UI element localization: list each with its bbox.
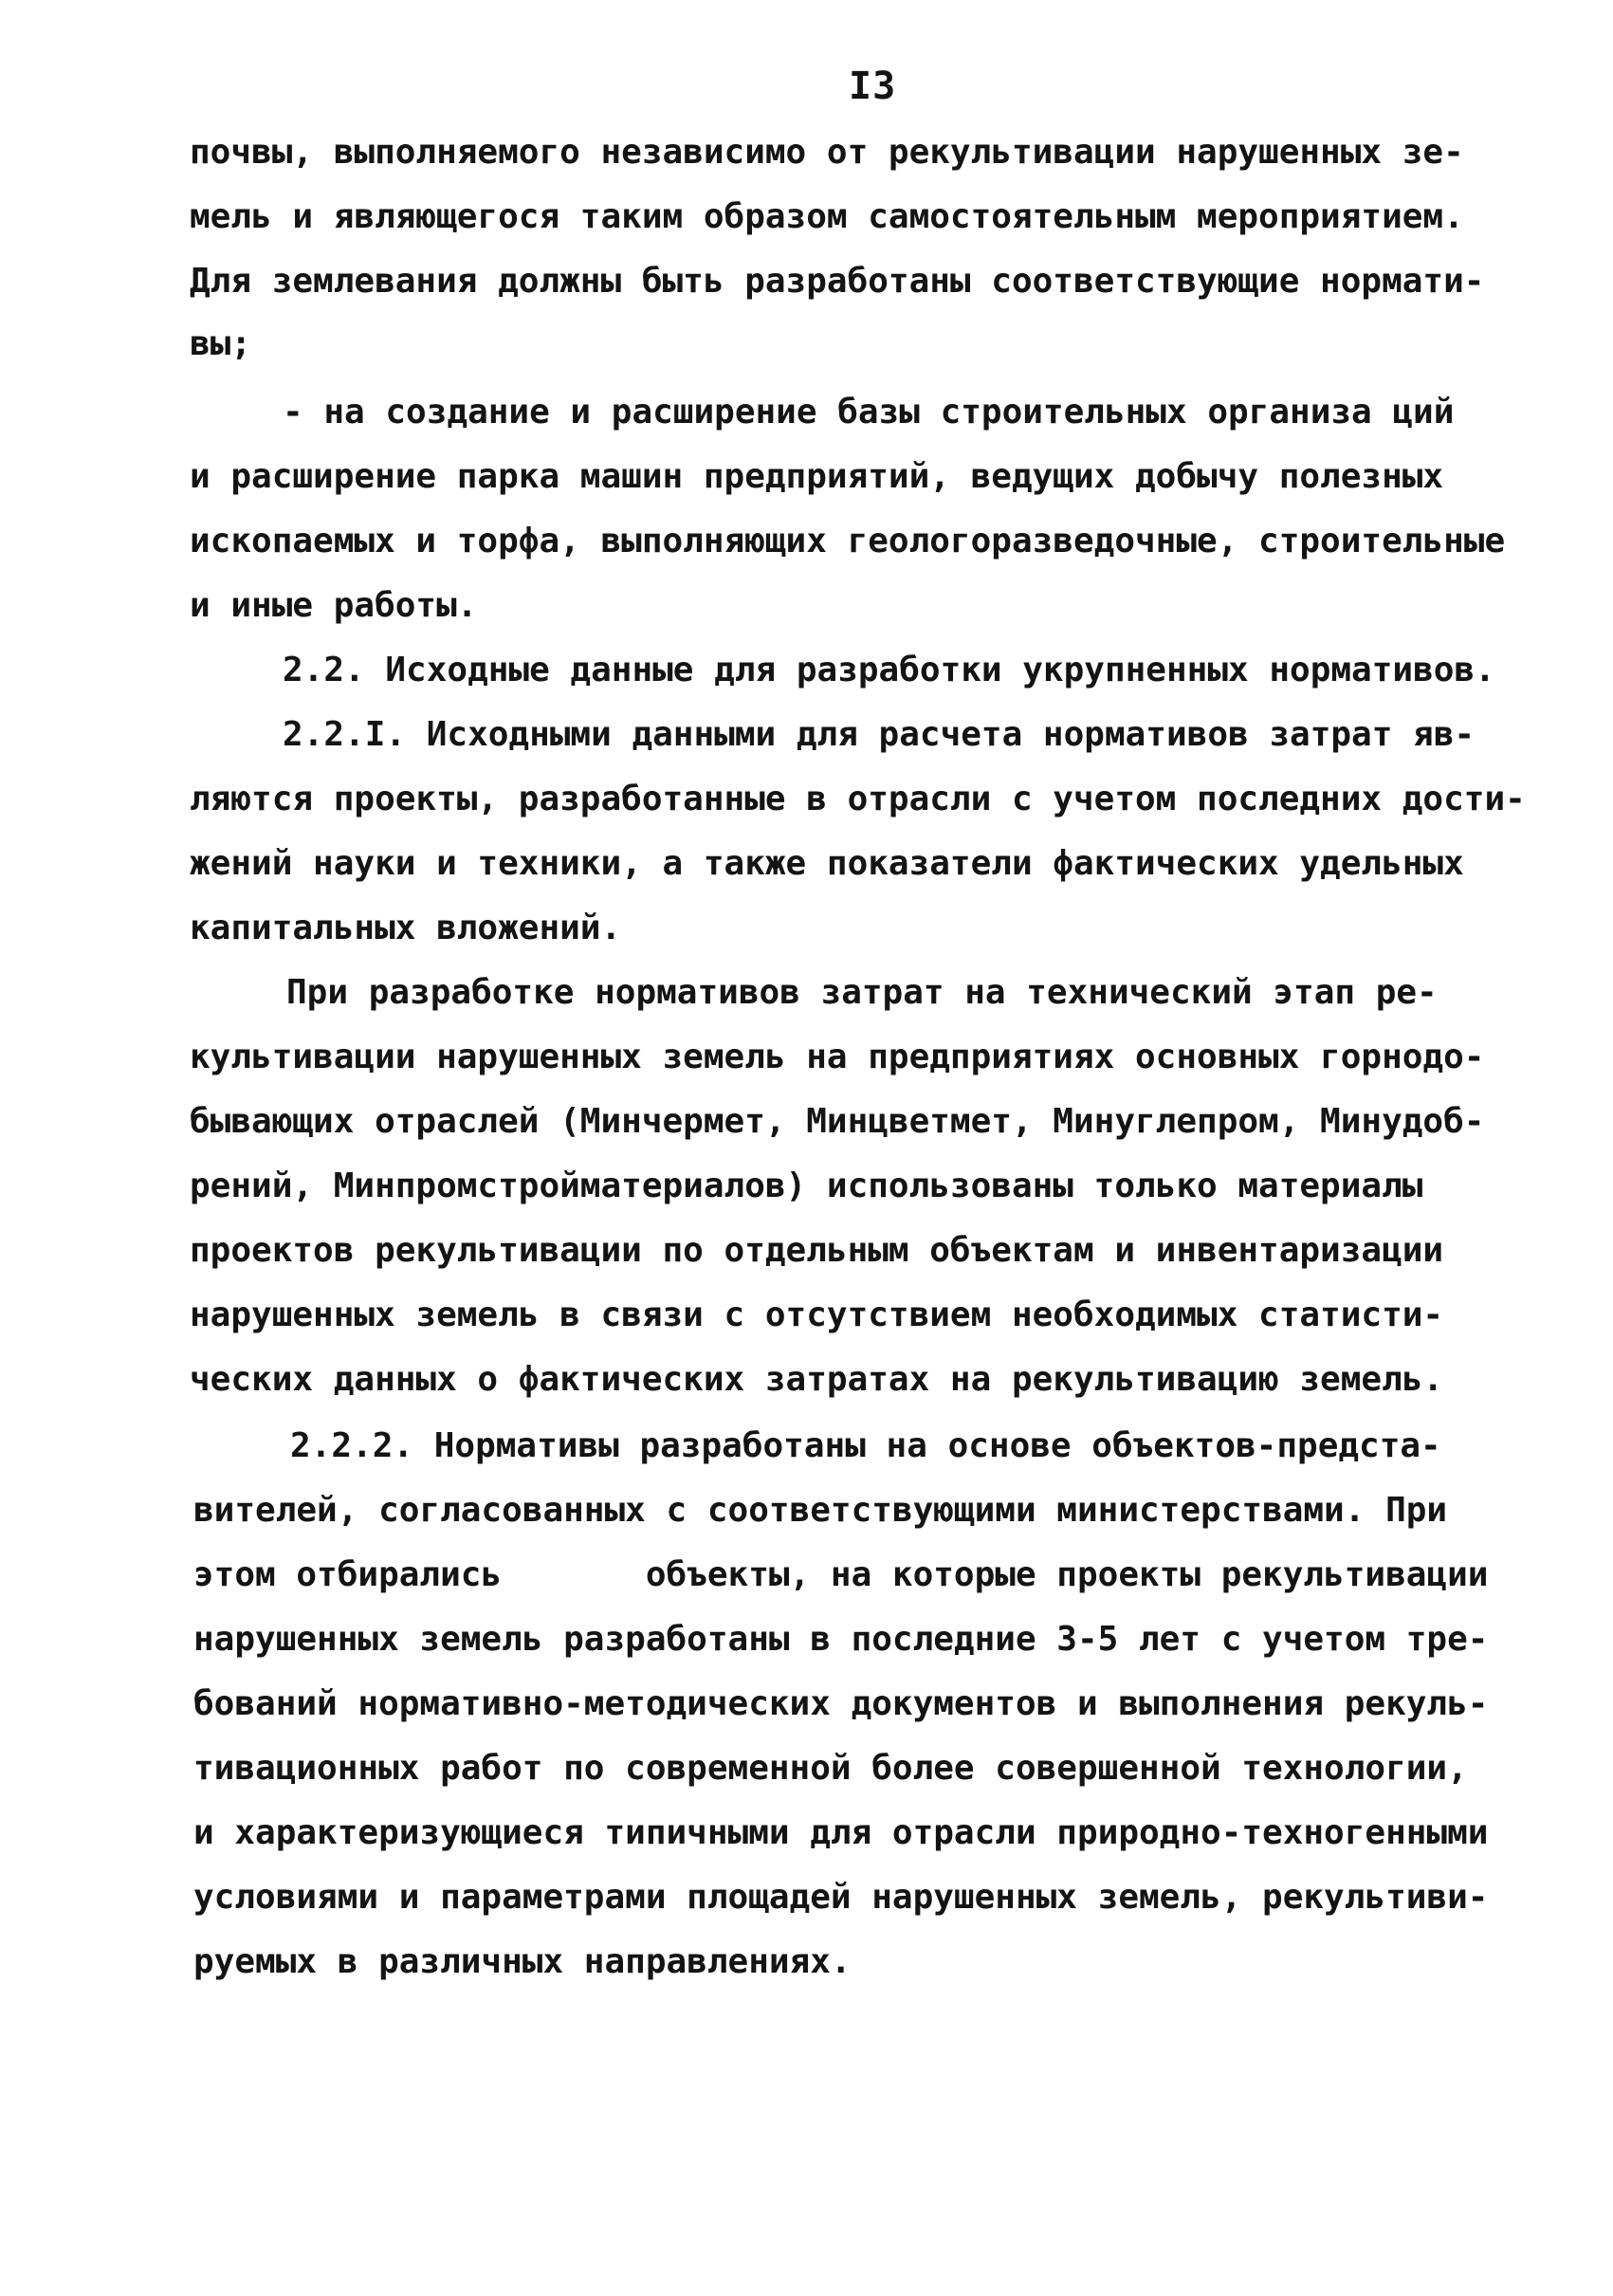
text-line: ископаемых и торфа, выполняющих геологоразведочные, строительные — [190, 522, 1506, 560]
text-line: тивационных работ по современной более совершенной технологии, — [193, 1749, 1468, 1788]
text-line: бований нормативно-методических документов и выполнения рекуль- — [193, 1684, 1489, 1723]
text-line: Для землевания должны быть разработаны соответствующие нормати- — [190, 262, 1485, 301]
text-line: - на создание и расширение базы строительных организа ций — [283, 393, 1455, 432]
text-line: бывающих отраслей (Минчермет, Минцветмет, Минуглепром, Минудоб- — [190, 1102, 1485, 1141]
text-line: При разработке нормативов затрат на технический этап ре- — [286, 973, 1438, 1012]
section-heading: 2.2. Исходные данные для разработки укрупненных нормативов. — [283, 651, 1495, 689]
text-line: рений, Минпромстройматериалов) использованы только материалы — [190, 1166, 1423, 1205]
text-line: руемых в различных направлениях. — [193, 1942, 852, 1981]
text-line: и расширение парка машин предприятий, ведущих добычу полезных — [190, 457, 1444, 496]
text-line: вы; — [190, 324, 252, 363]
text-line: 2.2.2. Нормативы разработаны на основе объектов-предста- — [290, 1426, 1441, 1465]
text-line: и иные работы. — [190, 586, 478, 625]
text-line: жений науки и техники, а также показатели фактических удельных — [190, 844, 1464, 883]
text-line: нарушенных земель в связи с отсутствием необходимых статисти- — [190, 1295, 1444, 1334]
text-line: нарушенных земель разработаны в последние 3-5 лет с учетом тре- — [193, 1620, 1489, 1659]
text-line: ческих данных о фактических затратах на рекультивацию земель. — [190, 1360, 1444, 1399]
text-line: почвы, выполняемого независимо от рекультивации нарушенных зе- — [190, 133, 1464, 172]
text-line: и характеризующиеся типичными для отрасли природно-техногенными — [193, 1813, 1489, 1852]
text-line: этом отбирались объекты, на которые проекты рекультивации — [193, 1555, 1489, 1594]
text-line: капитальных вложений. — [190, 909, 622, 947]
text-line: 2.2.I. Исходными данными для расчета нормативов затрат яв- — [283, 715, 1476, 754]
text-line: вителей, согласованных с соответствующими министерствами. При — [193, 1491, 1448, 1530]
text-line: ляются проекты, разработанные в отрасли с учетом последних дости- — [190, 780, 1526, 818]
text-line: мель и являющегося таким образом самостоятельным мероприятием. — [190, 197, 1464, 236]
text-line: условиями и параметрами площадей нарушенных земель, рекультиви- — [193, 1878, 1489, 1917]
text-line: проектов рекультивации по отдельным объектам и инвентаризации — [190, 1231, 1444, 1270]
page-number: I3 — [849, 64, 897, 108]
text-line: культивации нарушенных земель на предприятиях основных горнодо- — [190, 1038, 1485, 1076]
